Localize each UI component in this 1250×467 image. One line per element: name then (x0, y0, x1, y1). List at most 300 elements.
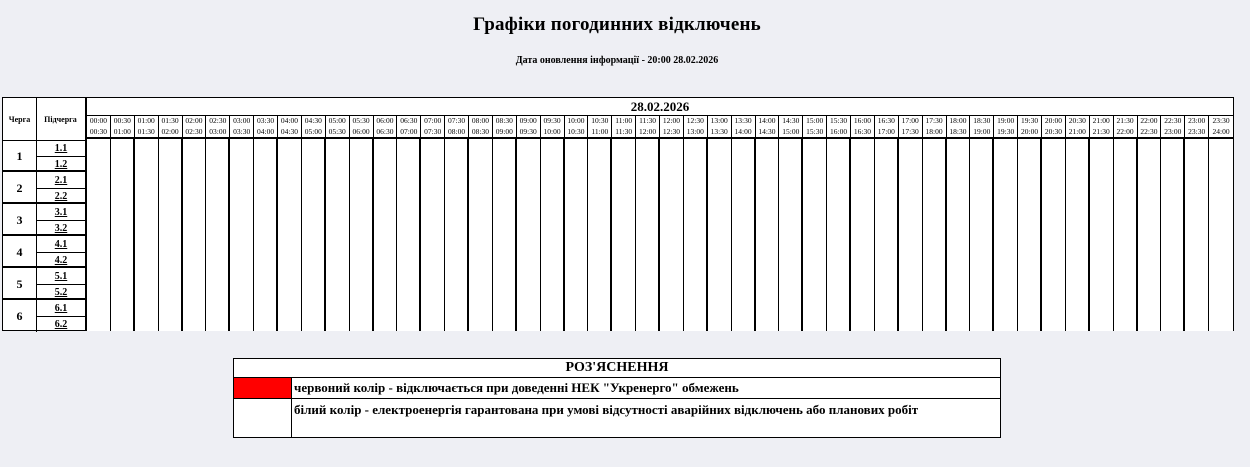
queue-number: 4 (3, 236, 37, 268)
slot-end: 18:00 (925, 127, 943, 136)
slot-start: 08:30 (495, 116, 513, 125)
slot-start: 23:00 (1188, 116, 1206, 125)
queue-group (3, 268, 85, 300)
schedule-cell (708, 219, 732, 235)
subqueue-label: 6.1 (54, 302, 68, 314)
schedule-cell (469, 235, 493, 251)
schedule-cell (1018, 187, 1042, 203)
schedule-cell (87, 139, 111, 155)
schedule-cell (851, 299, 875, 315)
schedule-cell (1090, 171, 1114, 187)
time-slot-label (206, 115, 230, 137)
schedule-cell (445, 283, 469, 299)
schedule-cell (875, 139, 899, 155)
schedule-cell (541, 171, 565, 187)
schedule-cell (899, 315, 923, 331)
slot-start: 09:30 (543, 116, 561, 125)
schedule-cell (1209, 235, 1233, 251)
schedule-cell (254, 187, 278, 203)
schedule-cell (350, 235, 374, 251)
schedule-grid (86, 97, 1234, 331)
schedule-cell (254, 139, 278, 155)
schedule-cell (1161, 139, 1185, 155)
schedule-cell (660, 171, 684, 187)
schedule-cell (970, 203, 994, 219)
time-slot-label (302, 115, 326, 137)
slot-start: 18:00 (949, 116, 967, 125)
schedule-cell (445, 155, 469, 171)
schedule-cell (159, 235, 183, 251)
schedule-cell (851, 251, 875, 267)
schedule-cell (302, 283, 326, 299)
schedule-cell (469, 315, 493, 331)
schedule-cell (517, 187, 541, 203)
schedule-cell (565, 315, 589, 331)
time-slot-label (1114, 115, 1138, 137)
time-slot-label (350, 115, 374, 137)
schedule-cell (541, 139, 565, 155)
schedule-cell (421, 251, 445, 267)
schedule-cell (1018, 267, 1042, 283)
time-slot-label (421, 115, 445, 137)
subqueue-label: 5.1 (54, 270, 68, 282)
schedule-cell (947, 283, 971, 299)
slot-start: 22:00 (1140, 116, 1158, 125)
subqueue-label: 1.1 (54, 142, 68, 154)
schedule-cell (206, 171, 230, 187)
schedule-cell (517, 315, 541, 331)
schedule-cell (947, 139, 971, 155)
schedule-cell (947, 251, 971, 267)
schedule-cell (612, 219, 636, 235)
schedule-cell (445, 171, 469, 187)
schedule-cell (756, 171, 780, 187)
schedule-cell (708, 299, 732, 315)
schedule-cell (183, 267, 207, 283)
schedule-cell (875, 219, 899, 235)
time-slot-label (708, 115, 732, 137)
schedule-cell (1090, 187, 1114, 203)
schedule-cell (779, 251, 803, 267)
schedule-cell (445, 251, 469, 267)
schedule-cell (875, 203, 899, 219)
schedule-cell (803, 187, 827, 203)
schedule-cell (684, 203, 708, 219)
time-slot-label (1209, 115, 1233, 137)
time-slot-label (1161, 115, 1185, 137)
schedule-cell (660, 283, 684, 299)
time-slot-label (87, 115, 111, 137)
slot-end: 15:00 (782, 127, 800, 136)
schedule-cell (994, 299, 1018, 315)
schedule-row (87, 187, 1233, 203)
schedule-cell (565, 155, 589, 171)
legend-white-text: білий колір - електроенергія гарантована при умові відсутності аварійних відключень або планових робіт (294, 402, 919, 417)
slot-start: 18:30 (973, 116, 991, 125)
slot-end: 20:00 (1021, 127, 1039, 136)
schedule-cell (636, 315, 660, 331)
schedule-cell (397, 155, 421, 171)
schedule-cell (159, 299, 183, 315)
schedule-cell (135, 219, 159, 235)
schedule-cell (779, 219, 803, 235)
schedule-row (87, 299, 1233, 315)
slot-end: 16:00 (830, 127, 848, 136)
schedule-cell (493, 283, 517, 299)
subqueue-label: 4.1 (54, 238, 68, 250)
schedule-cell (565, 235, 589, 251)
schedule-cell (326, 283, 350, 299)
white-swatch (234, 399, 292, 437)
schedule-cell (374, 155, 398, 171)
schedule-cell (708, 139, 732, 155)
schedule-cell (899, 235, 923, 251)
schedule-cell (183, 171, 207, 187)
schedule-cell (565, 299, 589, 315)
schedule-cell (278, 219, 302, 235)
schedule-cell (756, 155, 780, 171)
schedule-cell (636, 171, 660, 187)
time-slot-label (397, 115, 421, 137)
schedule-cell (135, 251, 159, 267)
schedule-cell (230, 251, 254, 267)
schedule-cell (517, 235, 541, 251)
time-slot-label (159, 115, 183, 137)
schedule-cell (111, 171, 135, 187)
time-slot-label (1042, 115, 1066, 137)
schedule-cell (254, 155, 278, 171)
schedule-cell (660, 235, 684, 251)
schedule-cell (159, 219, 183, 235)
schedule-cell (803, 139, 827, 155)
schedule-cell (636, 155, 660, 171)
schedule-cell (1042, 251, 1066, 267)
schedule-cell (779, 235, 803, 251)
schedule-cell (111, 155, 135, 171)
time-slot-label (135, 115, 159, 137)
schedule-cell (803, 155, 827, 171)
schedule-cell (565, 139, 589, 155)
slot-end: 04:00 (257, 127, 275, 136)
schedule-cell (421, 219, 445, 235)
schedule-cell (206, 235, 230, 251)
schedule-cell (899, 139, 923, 155)
schedule-cell (1090, 235, 1114, 251)
schedule-cell (1185, 139, 1209, 155)
schedule-cell (254, 315, 278, 331)
schedule-cell (684, 139, 708, 155)
schedule-cell (565, 283, 589, 299)
schedule-cell (278, 187, 302, 203)
schedule-cell (994, 315, 1018, 331)
schedule-cell (1018, 219, 1042, 235)
schedule-cell (350, 299, 374, 315)
schedule-cell (397, 171, 421, 187)
schedule-cell (1185, 235, 1209, 251)
schedule-cell (732, 139, 756, 155)
schedule-cell (421, 187, 445, 203)
schedule-cell (1161, 315, 1185, 331)
slot-start: 22:30 (1164, 116, 1182, 125)
schedule-cell (1114, 203, 1138, 219)
schedule-cell (230, 267, 254, 283)
schedule-cell (1161, 235, 1185, 251)
schedule-cell (1185, 219, 1209, 235)
schedule-cell (588, 155, 612, 171)
schedule-cell (1185, 283, 1209, 299)
schedule-cell (1138, 299, 1162, 315)
schedule-cell (923, 171, 947, 187)
schedule-cell (326, 187, 350, 203)
time-slot-label (230, 115, 254, 137)
schedule-cell (87, 251, 111, 267)
schedule-cell (374, 315, 398, 331)
schedule-cell (1114, 315, 1138, 331)
schedule-cell (206, 203, 230, 219)
schedule-cell (230, 139, 254, 155)
schedule-cell (1114, 235, 1138, 251)
slot-start: 02:30 (209, 116, 227, 125)
schedule-cell (732, 187, 756, 203)
schedule-cell (206, 267, 230, 283)
time-slot-header (87, 115, 1233, 139)
schedule-cell (923, 299, 947, 315)
schedule-cell (1209, 171, 1233, 187)
schedule-cell (326, 171, 350, 187)
schedule-cell (994, 155, 1018, 171)
slot-start: 00:30 (113, 116, 131, 125)
slot-start: 07:00 (424, 116, 442, 125)
schedule-cell (827, 139, 851, 155)
slot-start: 06:30 (400, 116, 418, 125)
schedule-cell (135, 203, 159, 219)
schedule-cell (397, 187, 421, 203)
schedule-cell (1018, 139, 1042, 155)
schedule-cell (851, 203, 875, 219)
schedule-cell (660, 315, 684, 331)
schedule-cell (469, 171, 493, 187)
schedule-cell (779, 139, 803, 155)
slot-end: 01:30 (137, 127, 155, 136)
slot-end: 21:30 (1092, 127, 1110, 136)
schedule-cell (732, 251, 756, 267)
schedule-cell (159, 315, 183, 331)
schedule-cell (350, 315, 374, 331)
schedule-cell (732, 267, 756, 283)
subqueue-label: 4.2 (37, 252, 85, 268)
schedule-cell (302, 139, 326, 155)
schedule-cell (970, 315, 994, 331)
schedule-cell (803, 235, 827, 251)
schedule-cell (636, 283, 660, 299)
slot-end: 19:30 (997, 127, 1015, 136)
schedule-cell (947, 171, 971, 187)
subqueue-column-header: Підчерга (44, 114, 77, 124)
schedule-cell (684, 219, 708, 235)
schedule-cell (899, 203, 923, 219)
schedule-cell (1114, 155, 1138, 171)
queue-number: 1 (3, 140, 37, 172)
schedule-cell (827, 155, 851, 171)
schedule-cell (159, 203, 183, 219)
slot-start: 13:00 (710, 116, 728, 125)
schedule-cell (612, 171, 636, 187)
schedule-cell (135, 187, 159, 203)
time-slot-label (756, 115, 780, 137)
queue-number: 2 (3, 172, 37, 204)
schedule-cell (899, 171, 923, 187)
schedule-cell (302, 171, 326, 187)
schedule-cell (970, 299, 994, 315)
subqueue-label: 1.2 (37, 156, 85, 172)
schedule-cell (254, 171, 278, 187)
schedule-cell (1185, 267, 1209, 283)
schedule-cell (302, 251, 326, 267)
schedule-cell (899, 283, 923, 299)
schedule-cell (87, 299, 111, 315)
schedule-cell (684, 315, 708, 331)
schedule-cell (851, 139, 875, 155)
schedule-cell (517, 283, 541, 299)
schedule-cell (541, 299, 565, 315)
schedule-cell (803, 251, 827, 267)
schedule-cell (206, 155, 230, 171)
schedule-cell (493, 267, 517, 283)
schedule-cell (994, 283, 1018, 299)
slot-start: 03:00 (233, 116, 251, 125)
slot-end: 15:30 (806, 127, 824, 136)
schedule-cell (1090, 315, 1114, 331)
slot-start: 05:30 (352, 116, 370, 125)
schedule-cell (302, 203, 326, 219)
schedule-cell (541, 315, 565, 331)
schedule-cell (1066, 203, 1090, 219)
schedule-date: 28.02.2026 (87, 98, 1233, 116)
slot-end: 20:30 (1044, 127, 1062, 136)
schedule-cell (445, 139, 469, 155)
slot-end: 03:00 (209, 127, 227, 136)
schedule-row (87, 155, 1233, 171)
schedule-cell (87, 283, 111, 299)
slot-end: 13:30 (710, 127, 728, 136)
schedule-cell (421, 283, 445, 299)
queue-label-table (2, 97, 86, 331)
schedule-cell (827, 187, 851, 203)
schedule-cell (1138, 187, 1162, 203)
schedule-cell (445, 235, 469, 251)
schedule-cell (493, 315, 517, 331)
schedule-cell (159, 283, 183, 299)
time-slot-label (469, 115, 493, 137)
schedule-cell (565, 171, 589, 187)
schedule-cell (756, 251, 780, 267)
time-slot-label (851, 115, 875, 137)
schedule-cell (923, 251, 947, 267)
schedule-cell (493, 219, 517, 235)
schedule-cell (87, 187, 111, 203)
schedule-cell (779, 187, 803, 203)
slot-start: 17:00 (901, 116, 919, 125)
schedule-cell (230, 203, 254, 219)
schedule-cell (469, 187, 493, 203)
schedule-cell (1018, 155, 1042, 171)
schedule-cell (970, 267, 994, 283)
schedule-cell (206, 251, 230, 267)
schedule-cell (278, 171, 302, 187)
schedule-cell (827, 171, 851, 187)
schedule-cell (350, 267, 374, 283)
schedule-cell (612, 283, 636, 299)
schedule-cell (135, 267, 159, 283)
schedule-cell (851, 171, 875, 187)
schedule-cell (302, 235, 326, 251)
time-slot-label (374, 115, 398, 137)
schedule-cell (875, 251, 899, 267)
schedule-cell (254, 283, 278, 299)
schedule-row (87, 235, 1233, 251)
schedule-cell (1042, 155, 1066, 171)
schedule-cell (1138, 139, 1162, 155)
schedule-cell (1114, 299, 1138, 315)
schedule-cell (517, 171, 541, 187)
schedule-cell (421, 235, 445, 251)
schedule-cell (541, 203, 565, 219)
schedule-cell (875, 299, 899, 315)
schedule-cell (684, 155, 708, 171)
schedule-cell (708, 315, 732, 331)
schedule-cell (469, 155, 493, 171)
schedule-cell (1161, 267, 1185, 283)
schedule-cell (1066, 139, 1090, 155)
slot-start: 07:30 (448, 116, 466, 125)
schedule-cell (660, 267, 684, 283)
schedule-cell (541, 267, 565, 283)
schedule-cell (230, 283, 254, 299)
legend-divider (291, 398, 1000, 399)
schedule-cell (732, 235, 756, 251)
time-slot-label (923, 115, 947, 137)
slot-start: 17:30 (925, 116, 943, 125)
schedule-cell (994, 267, 1018, 283)
time-slot-label (779, 115, 803, 137)
subqueue-label: 3.2 (37, 220, 85, 236)
schedule-cell (445, 187, 469, 203)
schedule-row (87, 315, 1233, 331)
schedule-cell (1066, 219, 1090, 235)
schedule-cell (1090, 251, 1114, 267)
schedule-cell (469, 219, 493, 235)
schedule-cell (1138, 283, 1162, 299)
schedule-cell (1090, 155, 1114, 171)
schedule-cell (374, 267, 398, 283)
schedule-cell (230, 219, 254, 235)
schedule-cell (326, 315, 350, 331)
schedule-cell (1066, 267, 1090, 283)
schedule-cell (1138, 251, 1162, 267)
schedule-cell (111, 139, 135, 155)
time-slot-label (445, 115, 469, 137)
schedule-cell (1185, 251, 1209, 267)
schedule-cell (636, 235, 660, 251)
schedule-cell (779, 155, 803, 171)
schedule-cell (469, 251, 493, 267)
schedule-cell (827, 203, 851, 219)
schedule-cell (374, 219, 398, 235)
schedule-cell (1066, 251, 1090, 267)
schedule-cell (851, 235, 875, 251)
slot-end: 09:00 (495, 127, 513, 136)
schedule-cell (445, 267, 469, 283)
